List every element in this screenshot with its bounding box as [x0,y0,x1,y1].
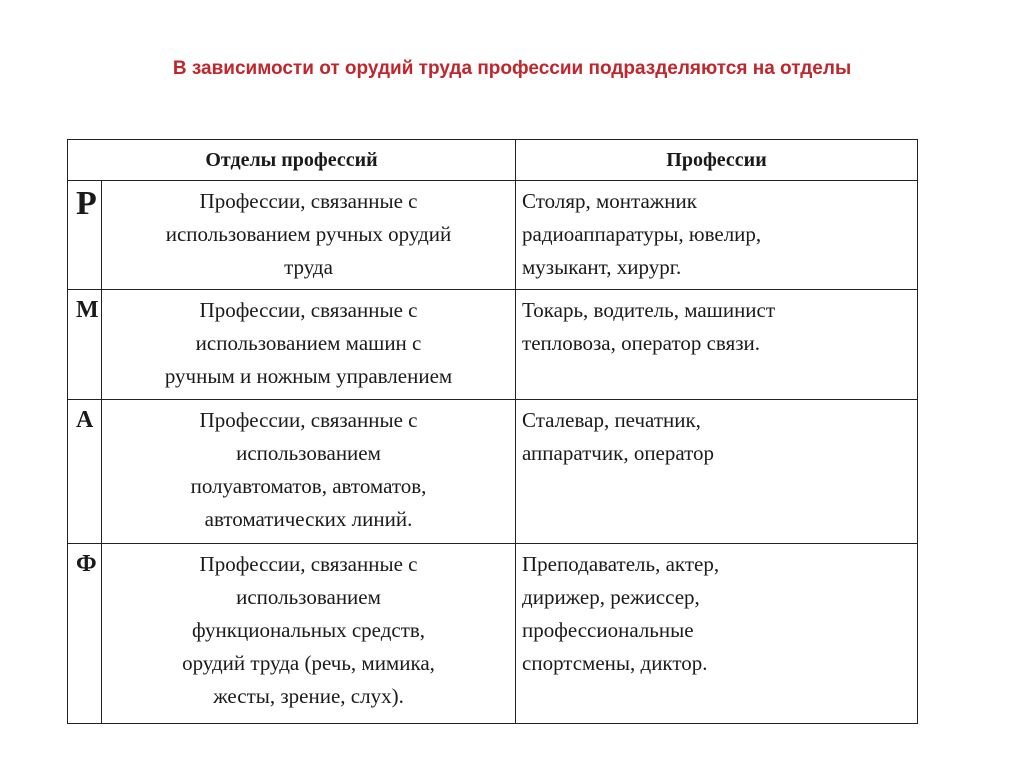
slide-title: В зависимости от орудий труда профессии подразделяются на отделы [172,58,852,79]
table-row [68,181,918,290]
table-row [68,290,918,400]
professions-cell: Столяр, монтажник радиоаппаратуры, ювелир, музыкант, хирург. [516,181,918,290]
table-header-row [68,140,918,181]
table-row [68,544,918,724]
professions-table [67,139,918,724]
header-departments: Отделы профессий [68,140,516,181]
professions-cell: Токарь, водитель, машинист тепловоза, оператор связи. [516,290,918,400]
department-cell: Профессии, связанные с использованием функциональных средств, орудий труда (речь, мимика, жесты, зрение, слух). [102,544,516,724]
professions-cell: Преподаватель, актер, дирижер, режиссер, профессиональные спортсмены, диктор. [516,544,918,724]
row-letter: А [68,400,102,544]
row-letter: Р [68,181,102,290]
department-cell: Профессии, связанные с использованием ручных орудий труда [102,181,516,290]
professions-cell: Сталевар, печатник, аппаратчик, оператор [516,400,918,544]
department-cell: Профессии, связанные с использованием полуавтоматов, автоматов, автоматических линий. [102,400,516,544]
row-letter: М [68,290,102,400]
table-row [68,400,918,544]
department-cell: Профессии, связанные с использованием машин с ручным и ножным управлением [102,290,516,400]
header-professions: Профессии [516,140,918,181]
row-letter: Ф [68,544,102,724]
